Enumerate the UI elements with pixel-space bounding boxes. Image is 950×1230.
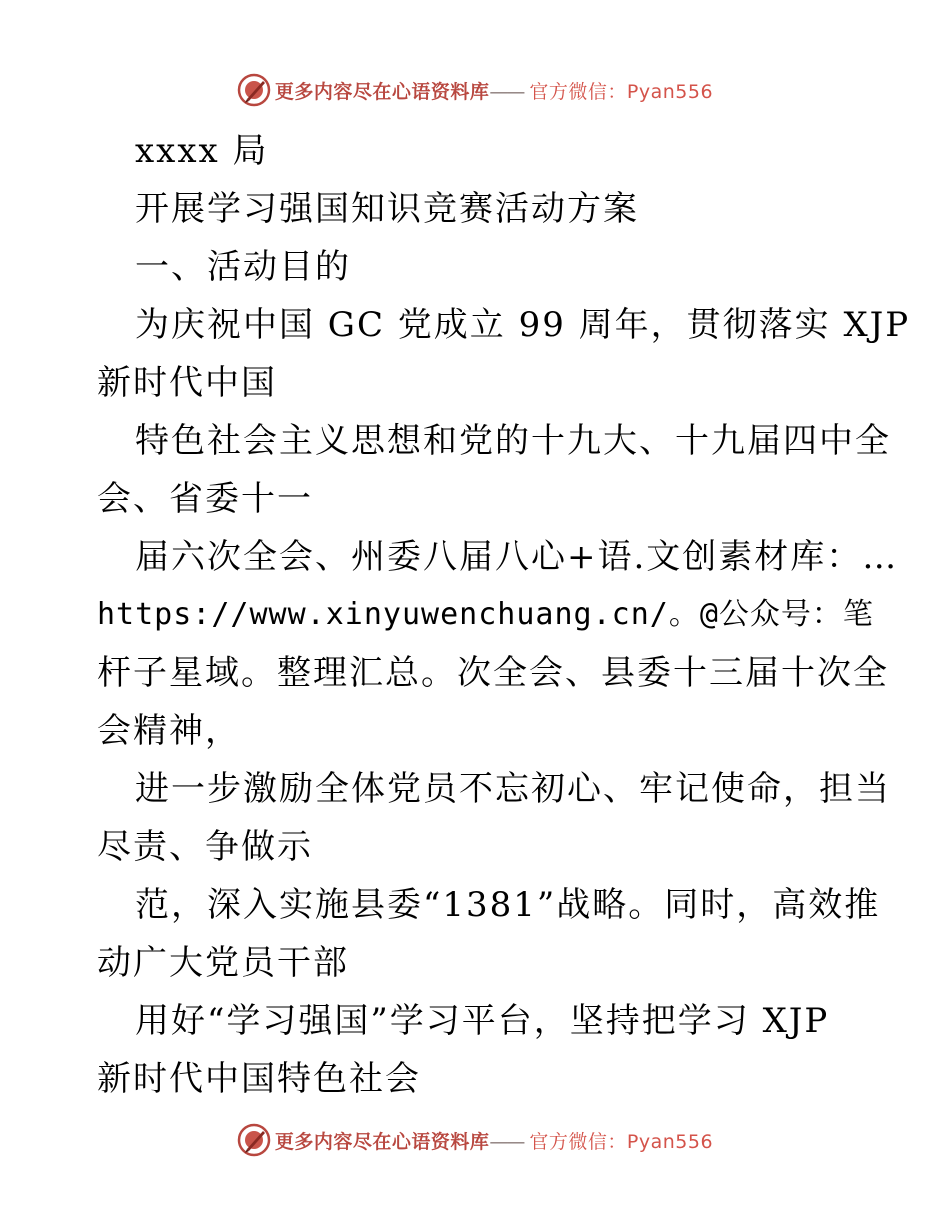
doc-title: 开展学习强国知识竞赛活动方案 xyxy=(135,189,639,229)
banner-text: 更多内容尽在心语资料库—— 官方微信：Pyan556 xyxy=(274,1130,714,1153)
doc-paragraph-line: 届六次全会、州委八届八心+语.文创素材库：… xyxy=(135,537,899,577)
header-banner xyxy=(0,70,950,110)
doc-paragraph-line: 为庆祝中国 GC 党成立 99 周年，贯彻落实 XJP xyxy=(135,305,911,345)
pen-logo-icon xyxy=(237,1123,271,1157)
doc-paragraph-line: 用好“学习强国”学习平台，坚持把学习 XJP xyxy=(135,1001,830,1041)
doc-line-org: xxxx 局 xyxy=(135,131,269,171)
document-body xyxy=(97,122,911,1108)
doc-paragraph-line: 会、省委十一 xyxy=(97,479,313,519)
banner-text: 更多内容尽在心语资料库—— 官方微信：Pyan556 xyxy=(274,80,714,103)
doc-section-heading: 一、活动目的 xyxy=(135,247,351,287)
doc-paragraph-line: 动广大党员干部 xyxy=(97,943,349,983)
pen-logo-icon xyxy=(237,73,271,107)
doc-paragraph-line: 特色社会主义思想和党的十九大、十九届四中全 xyxy=(135,421,891,461)
doc-paragraph-line: 进一步激励全体党员不忘初心、牢记使命，担当 xyxy=(135,769,891,809)
doc-paragraph-line: 范，深入实施县委“1381”战略。同时，高效推 xyxy=(135,885,881,925)
footer-banner xyxy=(0,1120,950,1160)
doc-paragraph-line: 新时代中国 xyxy=(97,363,277,403)
doc-paragraph-line: 会精神， xyxy=(97,711,241,751)
doc-paragraph-line: 杆子星域。整理汇总。次全会、县委十三届十次全 xyxy=(97,653,889,693)
doc-paragraph-line: 尽责、争做示 xyxy=(97,827,313,867)
doc-url-line: https://www.xinyuwenchuang.cn/。@公众号：笔 xyxy=(97,597,874,632)
doc-paragraph-line: 新时代中国特色社会 xyxy=(97,1059,421,1099)
